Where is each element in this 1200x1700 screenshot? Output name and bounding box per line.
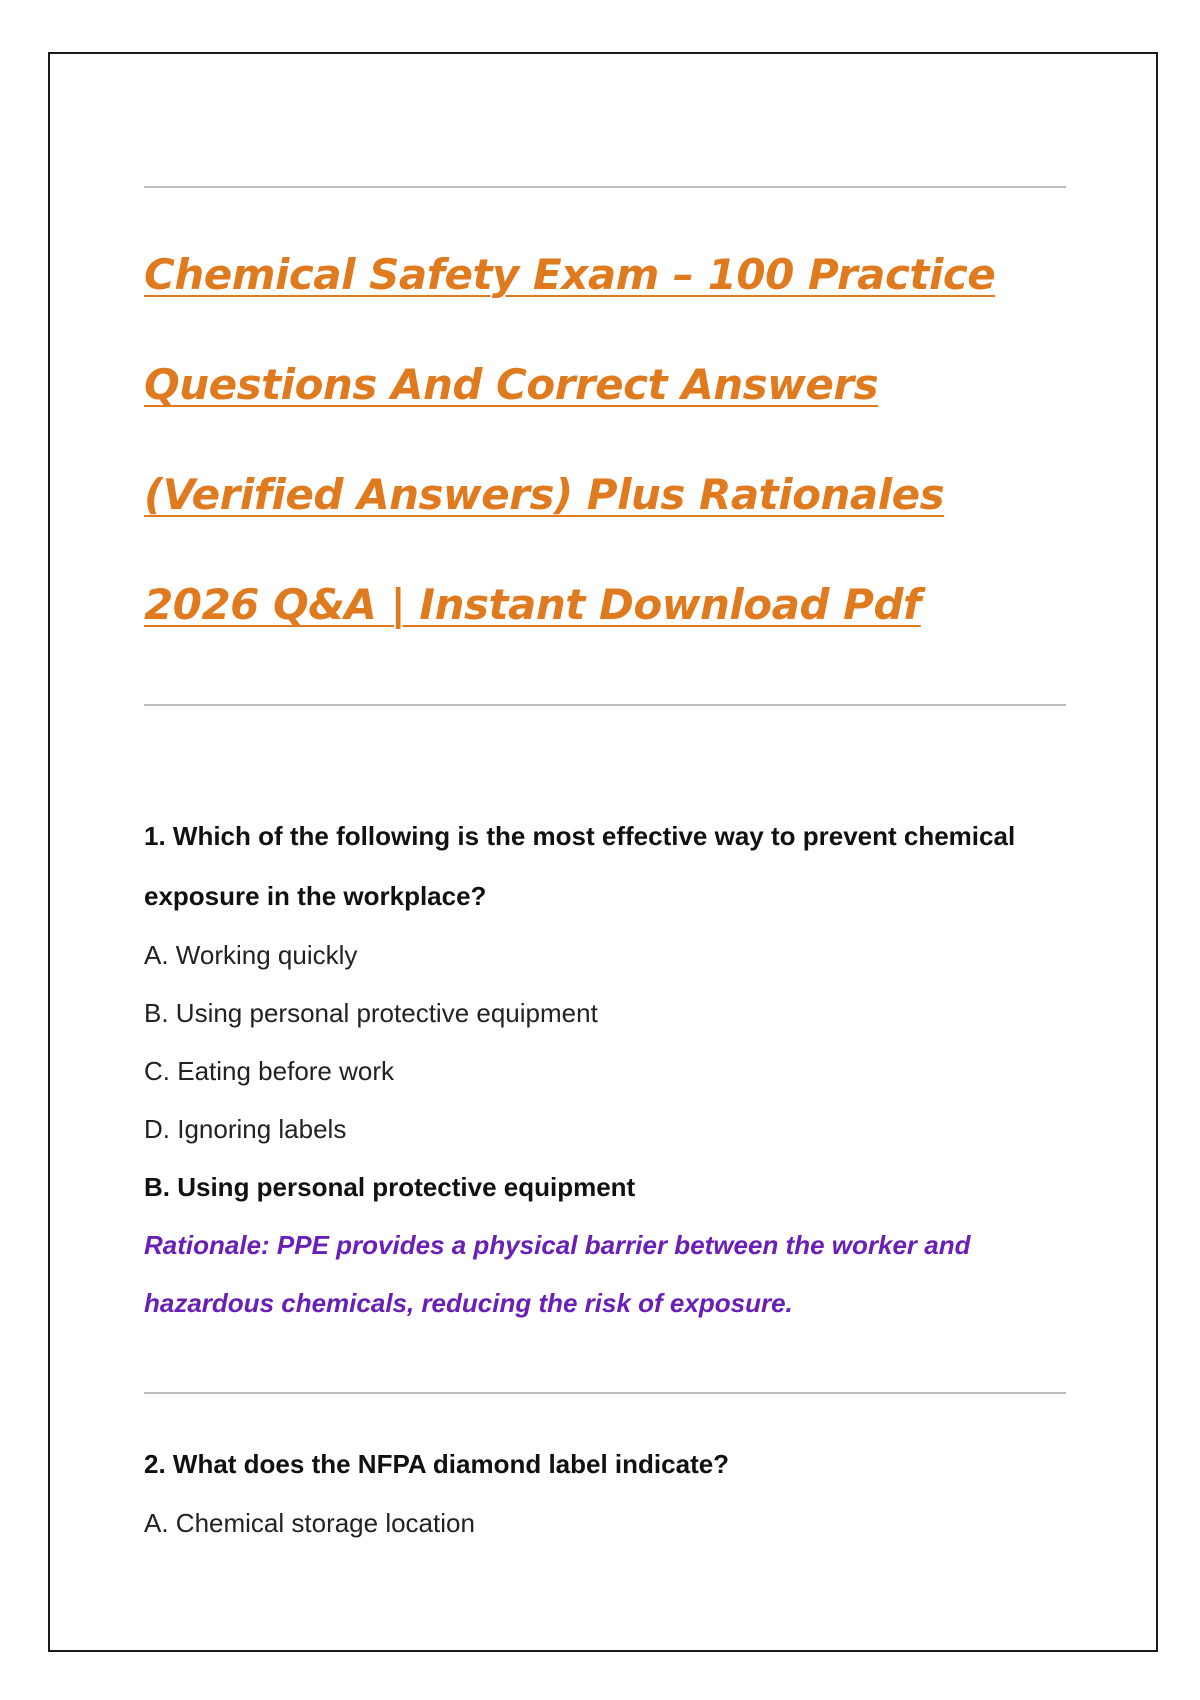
page-content: [144, 186, 1066, 1552]
option-a: A. Chemical storage location: [144, 1508, 475, 1538]
document-title: Chemical Safety Exam – 100 Practice Questions And Correct Answers (Verified Answers) Plus Rationales 2026 Q&A | Instant Download Pdf: [144, 250, 996, 629]
question-divider: [144, 1392, 1066, 1394]
option-d: D. Ignoring labels: [144, 1114, 347, 1144]
option-b: B. Using personal protective equipment: [144, 998, 598, 1028]
document-page: [48, 52, 1158, 1652]
question-text: 2. What does the NFPA diamond label indicate?: [144, 1449, 730, 1479]
question-2: [144, 1434, 1066, 1552]
question-text: 1. Which of the following is the most effective way to prevent chemical exposure in the workplace?: [144, 821, 1016, 911]
top-divider: [144, 186, 1066, 188]
question-1: [144, 806, 1066, 1332]
option-c: C. Eating before work: [144, 1056, 395, 1086]
correct-answer: B. Using personal protective equipment: [144, 1172, 636, 1202]
option-a: A. Working quickly: [144, 940, 358, 970]
title-container: [144, 220, 1066, 660]
rationale-text: Rationale: PPE provides a physical barrier between the worker and hazardous chemicals, reducing the risk of exposure.: [144, 1230, 971, 1318]
title-divider: [144, 704, 1066, 706]
